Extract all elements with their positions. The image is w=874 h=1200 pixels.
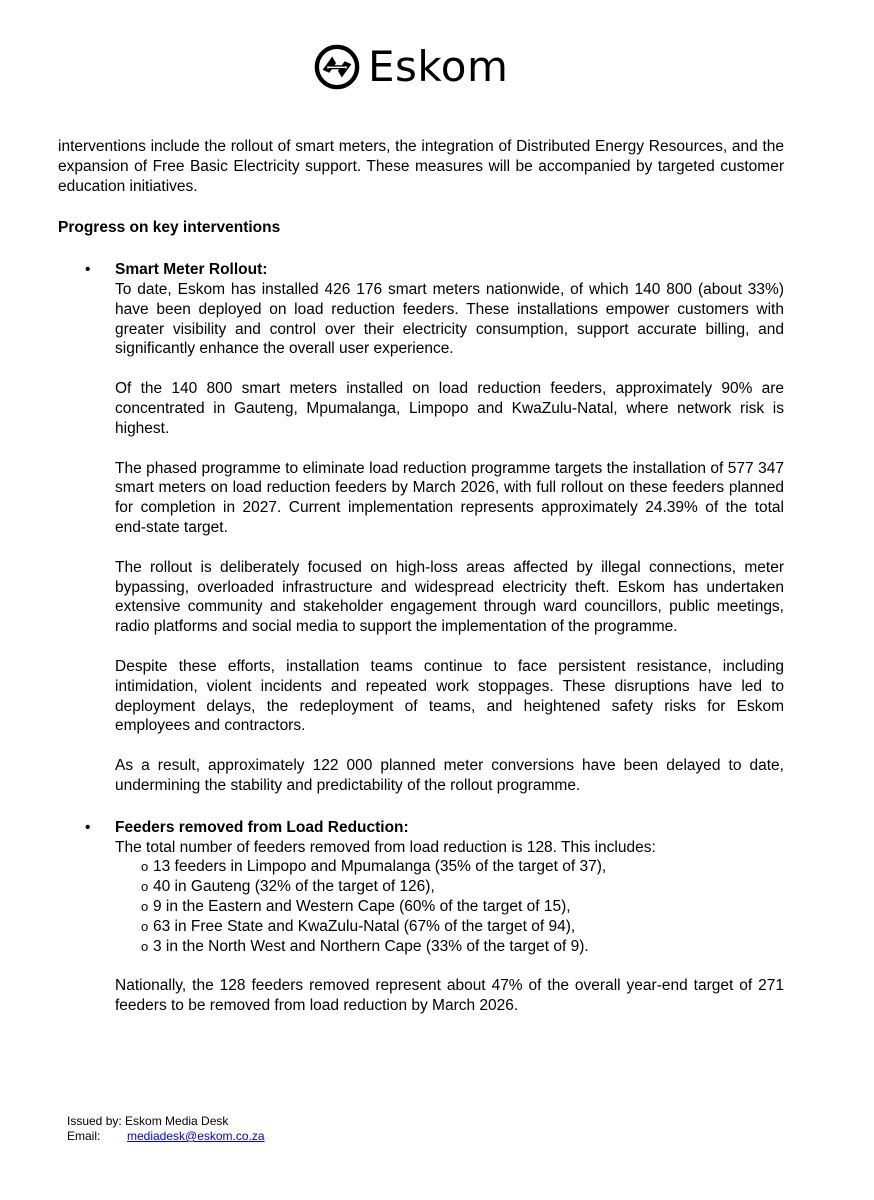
feeders-title: Feeders removed from Load Reduction: [115,818,409,836]
list-item [115,937,784,957]
smart-meter-paragraph-6: As a result, approximately 122 000 planned meter conversions have been delayed to date, undermining the stability and predictability of the rollout programme. [115,757,784,794]
smart-meter-paragraph-3: The phased programme to eliminate load reduction programme targets the installation of 577 347 smart meters on load reduction feeders by March 2026, with full rollout on these feeders planned for completion in 2027. Current implementation represents approximately 24.39% of the total end-state target. [115,459,784,536]
list-item-text: 13 feeders in Limpopo and Mpumalanga (35% of the target of 37), [153,858,607,876]
circle-bullet-icon: o [141,918,149,934]
bullet-icon: • [85,261,91,279]
feeders-intro: The total number of feeders removed from load reduction is 128. This includes: [115,838,656,856]
smart-meter-title: Smart Meter Rollout: [115,261,268,279]
list-item [115,917,784,937]
brand-name: Eskom [368,42,509,91]
feeders-section [58,818,784,1016]
page-footer [67,1114,265,1144]
list-item-text: 40 in Gauteng (32% of the target of 126), [153,878,435,896]
list-item-text: 63 in Free State and KwaZulu-Natal (67% of the target of 94), [153,917,576,935]
smart-meter-paragraph-1: To date, Eskom has installed 426 176 smart meters nationwide, of which 140 800 (about 33%) have been deployed on load reduction feeders. These installations empower customers with greater visibility and control over their electricity consumption, support accurate billing, and significantly enhance the overall user experience. [115,280,784,358]
email-link[interactable]: mediadesk@eskom.co.za [127,1129,265,1143]
list-item [115,877,784,897]
email-label: Email: [67,1129,101,1143]
feeders-closing-paragraph: Nationally, the 128 feeders removed represent about 47% of the overall year-end target of 271 feeders to be removed from load reduction by March 2026. [115,977,784,1015]
eskom-logo-icon [314,44,360,90]
circle-bullet-icon: o [141,938,149,954]
list-item [115,857,784,877]
list-item [115,897,784,917]
bullet-icon: • [85,818,91,836]
circle-bullet-icon: o [141,859,149,875]
page-header [0,40,874,100]
email-row [67,1129,265,1144]
smart-meter-section [58,260,784,796]
section-heading: Progress on key interventions [58,219,281,237]
eskom-logo [314,44,508,90]
intro-paragraph: interventions include the rollout of smart meters, the integration of Distributed Energy Resources, and the expansion of Free Basic Electricity support. These measures will be accompanied by targeted customer education initiatives. [58,138,784,195]
feeders-list [115,857,784,956]
issued-by: Issued by: Eskom Media Desk [67,1114,229,1128]
circle-bullet-icon: o [141,879,149,895]
smart-meter-paragraph-2: Of the 140 800 smart meters installed on load reduction feeders, approximately 90% are concentrated in Gauteng, Mpumalanga, Limpopo and KwaZulu-Natal, where network risk is highest. [115,380,784,437]
smart-meter-paragraph-4: The rollout is deliberately focused on high-loss areas affected by illegal connections, meter bypassing, overloaded infrastructure and widespread electricity theft. Eskom has undertaken extensive community and stakeholder engagement through ward councillors, public meetings, radio platforms and social media to support the implementation of the programme. [115,558,784,636]
list-item-text: 3 in the North West and Northern Cape (33% of the target of 9). [153,937,589,955]
list-item-text: 9 in the Eastern and Western Cape (60% of the target of 15), [153,897,571,915]
circle-bullet-icon: o [141,898,149,914]
document-body [58,137,784,1035]
smart-meter-paragraph-5: Despite these efforts, installation teams continue to face persistent resistance, including intimidation, violent incidents and repeated work stoppages. These disruptions have led to deployment delays, the redeployment of teams, and heightened safety risks for Eskom employees and contractors. [115,657,784,735]
